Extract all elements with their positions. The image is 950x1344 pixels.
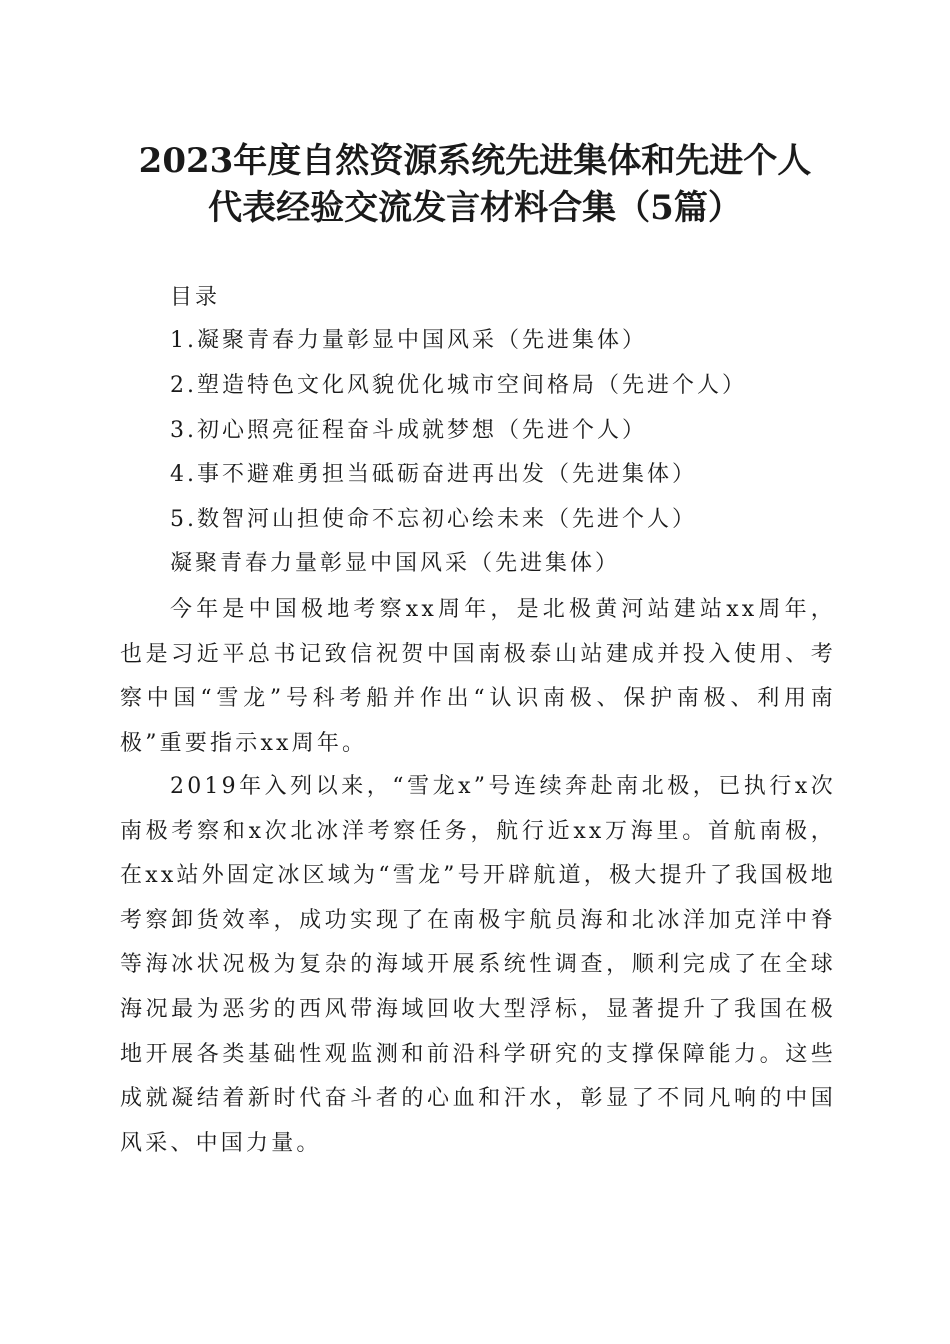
- toc-item-4: 4.事不避难勇担当砥砺奋进再出发（先进集体）: [170, 462, 697, 487]
- toc-item-5: 5.数智河山担使命不忘初心绘未来（先进个人）: [170, 507, 697, 532]
- toc-heading: 目录: [170, 285, 221, 310]
- body-paragraph-1: 今年是中国极地考察xx周年，是北极黄河站建站xx周年，也是习近平总书记致信祝贺中国南极泰山站建成并投入使用、考察中国“雪龙”号科考船并作出“认识南极、保护南极、利用南极”重要指示xx周年。: [120, 597, 836, 756]
- toc-item-1: 1.凝聚青春力量彰显中国风采（先进集体）: [170, 328, 647, 353]
- toc-item-3: 3.初心照亮征程奋斗成就梦想（先进个人）: [170, 418, 647, 443]
- document-title-line-2: 代表经验交流发言材料合集（5篇）: [208, 188, 742, 228]
- toc-item-2: 2.塑造特色文化风貌优化城市空间格局（先进个人）: [170, 373, 747, 398]
- section-heading: 凝聚青春力量彰显中国风采（先进集体）: [170, 551, 621, 576]
- body-paragraph-2: 2019年入列以来，“雪龙x”号连续奔赴南北极，已执行x次南极考察和x次北冰洋考察任务，航行近xx万海里。首航南极，在xx站外固定冰区域为“雪龙”号开辟航道，极大提升了我国极地考察卸货效率，成功实现了在南极宇航员海和北冰洋加克洋中脊等海冰状况极为复杂的海域开展系统性调查，顺利完成了在全球海况最为恶劣的西风带海域回收大型浮标，显著提升了我国在极地开展各类基础性观监测和前沿科学研究的支撑保障能力。这些成就凝结着新时代奋斗者的心血和汗水，彰显了不同凡响的中国风采、中国力量。: [120, 774, 836, 1156]
- document-title-line-1: 2023年度自然资源系统先进集体和先进个人: [138, 141, 812, 181]
